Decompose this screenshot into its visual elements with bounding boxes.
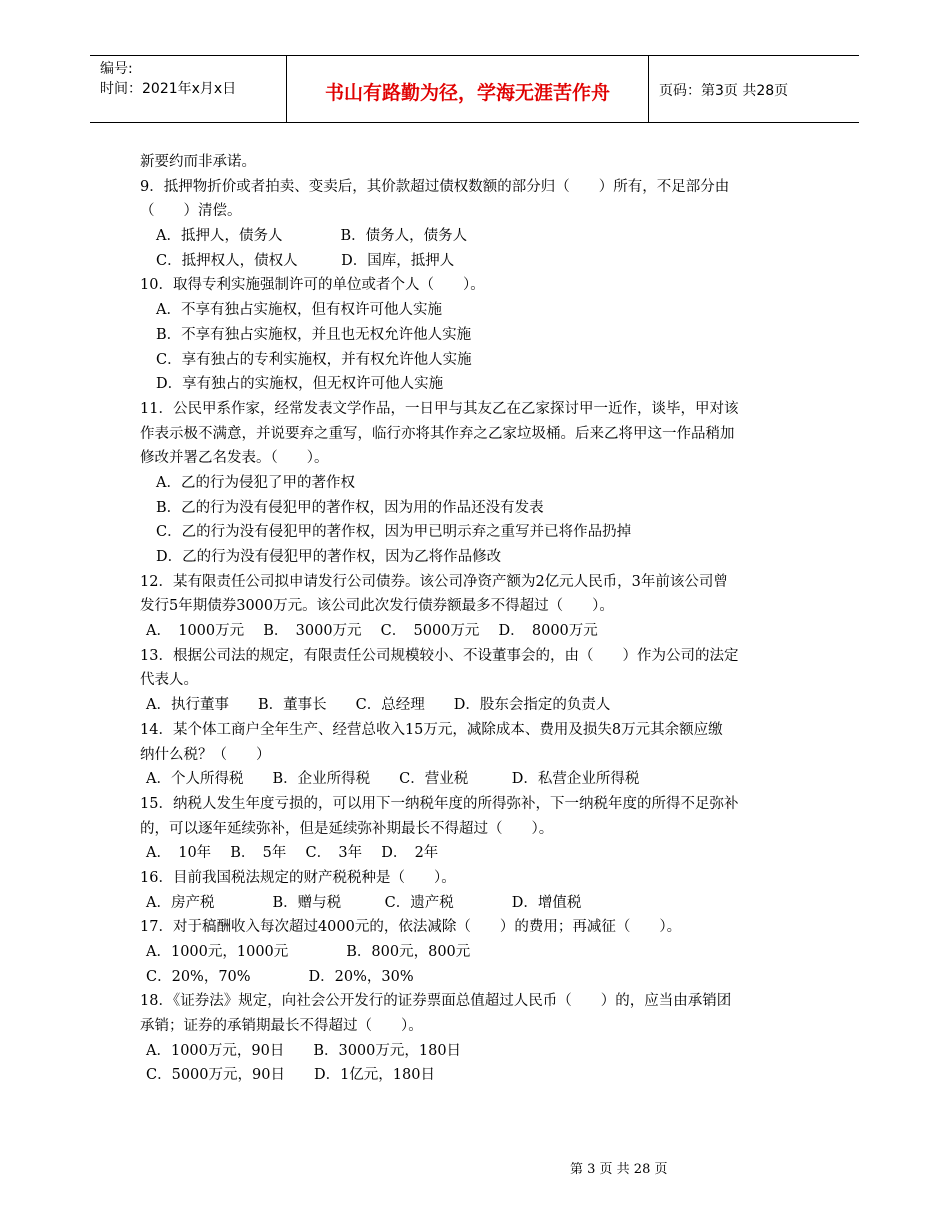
text-line: C．乙的行为没有侵犯甲的著作权，因为甲已明示弃之重写并已将作品扔掉 xyxy=(156,524,632,541)
text-line: C．20%，70% D．20%，30% xyxy=(146,968,414,985)
text-line: B．不享有独占实施权，并且也无权允许他人实施 xyxy=(156,326,472,343)
text-line: 修改并署乙名发表。（ ）。 xyxy=(140,450,329,467)
motto-text: 书山有路勤为径，学海无涯苦作舟 xyxy=(324,82,610,104)
time-label: 时间：2021年x月x日 xyxy=(100,81,237,97)
header-middle-cell xyxy=(287,56,649,122)
number-label: 编号: xyxy=(100,61,133,77)
text-line: 10．取得专利实施强制许可的单位或者个人（ ）。 xyxy=(140,277,485,294)
text-line: A． 10年 B． 5年 C． 3年 D． 2年 xyxy=(146,845,439,862)
page-header xyxy=(90,55,859,123)
text-line: 纳什么税？（ ） xyxy=(140,746,271,763)
document-body xyxy=(140,150,820,1088)
text-line: 15．纳税人发生年度亏损的，可以用下一纳税年度的所得弥补，下一纳税年度的所得不足弥补 xyxy=(140,795,739,812)
text-line: A． 1000万元 B． 3000万元 C． 5000万元 D． 8000万元 xyxy=(146,623,598,640)
text-line: 代表人。 xyxy=(140,672,198,689)
text-line: D．享有独占的实施权，但无权许可他人实施 xyxy=(156,376,444,393)
text-line: A．1000万元，90日 B．3000万元，180日 xyxy=(146,1042,462,1059)
text-line: A．个人所得税 B．企业所得税 C．营业税 D．私营企业所得税 xyxy=(146,771,640,788)
header-left-cell xyxy=(90,56,287,122)
text-line: 13．根据公司法的规定，有限责任公司规模较小、不设董事会的，由（ ）作为公司的法定 xyxy=(140,647,739,664)
text-line: B．乙的行为没有侵犯甲的著作权，因为用的作品还没有发表 xyxy=(156,499,544,516)
text-line: 17．对于稿酬收入每次超过4000元的，依法减除（ ）的费用；再减征（ ）。 xyxy=(140,919,682,936)
text-line: 新要约而非承诺。 xyxy=(140,154,256,170)
text-line: C．5000万元，90日 D．1亿元，180日 xyxy=(146,1067,435,1084)
text-line: 14．某个体工商户全年生产、经营总收入15万元，减除成本、费用及损失8万元其余额应缴 xyxy=(140,721,723,738)
text-line: 作表示极不满意，并说要弃之重写，临行亦将其作弃之乙家垃圾桶。后来乙将甲这一作品稍加 xyxy=(140,425,735,442)
footer-page-number: 第 3 页 共 28 页 xyxy=(570,1162,668,1177)
text-line: A．抵押人，债务人 B．债务人，债务人 xyxy=(156,228,468,245)
text-line: 18．《证券法》规定，向社会公开发行的证券票面总值超过人民币（ ）的，应当由承销团 xyxy=(140,993,732,1010)
text-line: C．享有独占的专利实施权，并有权允许他人实施 xyxy=(156,351,472,368)
text-line: 12．某有限责任公司拟申请发行公司债券。该公司净资产额为2亿元人民币，3年前该公司曾 xyxy=(140,573,728,590)
text-line: A．乙的行为侵犯了甲的著作权 xyxy=(156,474,355,491)
text-line: A．执行董事 B．董事长 C．总经理 D．股东会指定的负责人 xyxy=(146,697,611,714)
text-line: 承销；证券的承销期最长不得超过（ ）。 xyxy=(140,1018,423,1035)
text-line: 的，可以逐年延续弥补，但是延续弥补期最长不得超过（ ）。 xyxy=(140,820,554,837)
header-right-cell xyxy=(649,56,859,122)
text-line: 发行5年期债券3000万元。该公司此次发行债券额最多不得超过（ ）。 xyxy=(140,598,614,615)
text-line: （ ）清偿。 xyxy=(140,203,242,220)
text-line: 11．公民甲系作家，经常发表文学作品，一日甲与其友乙在乙家探讨甲一近作，谈毕，甲对该 xyxy=(140,400,739,417)
text-line: A．房产税 B．赠与税 C．遗产税 D．增值税 xyxy=(146,894,582,911)
page-number-label: 页码：第3页 共28页 xyxy=(659,83,789,99)
text-line: 9．抵押物折价或者拍卖、变卖后，其价款超过债权数额的部分归（ ）所有，不足部分由 xyxy=(140,178,730,195)
text-line: C．抵押权人，债权人 D．国库，抵押人 xyxy=(156,252,455,269)
text-line: 16．目前我国税法规定的财产税税种是（ ）。 xyxy=(140,869,456,886)
text-line: A．1000元，1000元 B．800元，800元 xyxy=(146,944,471,960)
text-line: A．不享有独占实施权，但有权许可他人实施 xyxy=(156,302,442,319)
text-line: D．乙的行为没有侵犯甲的著作权，因为乙将作品修改 xyxy=(156,549,502,565)
